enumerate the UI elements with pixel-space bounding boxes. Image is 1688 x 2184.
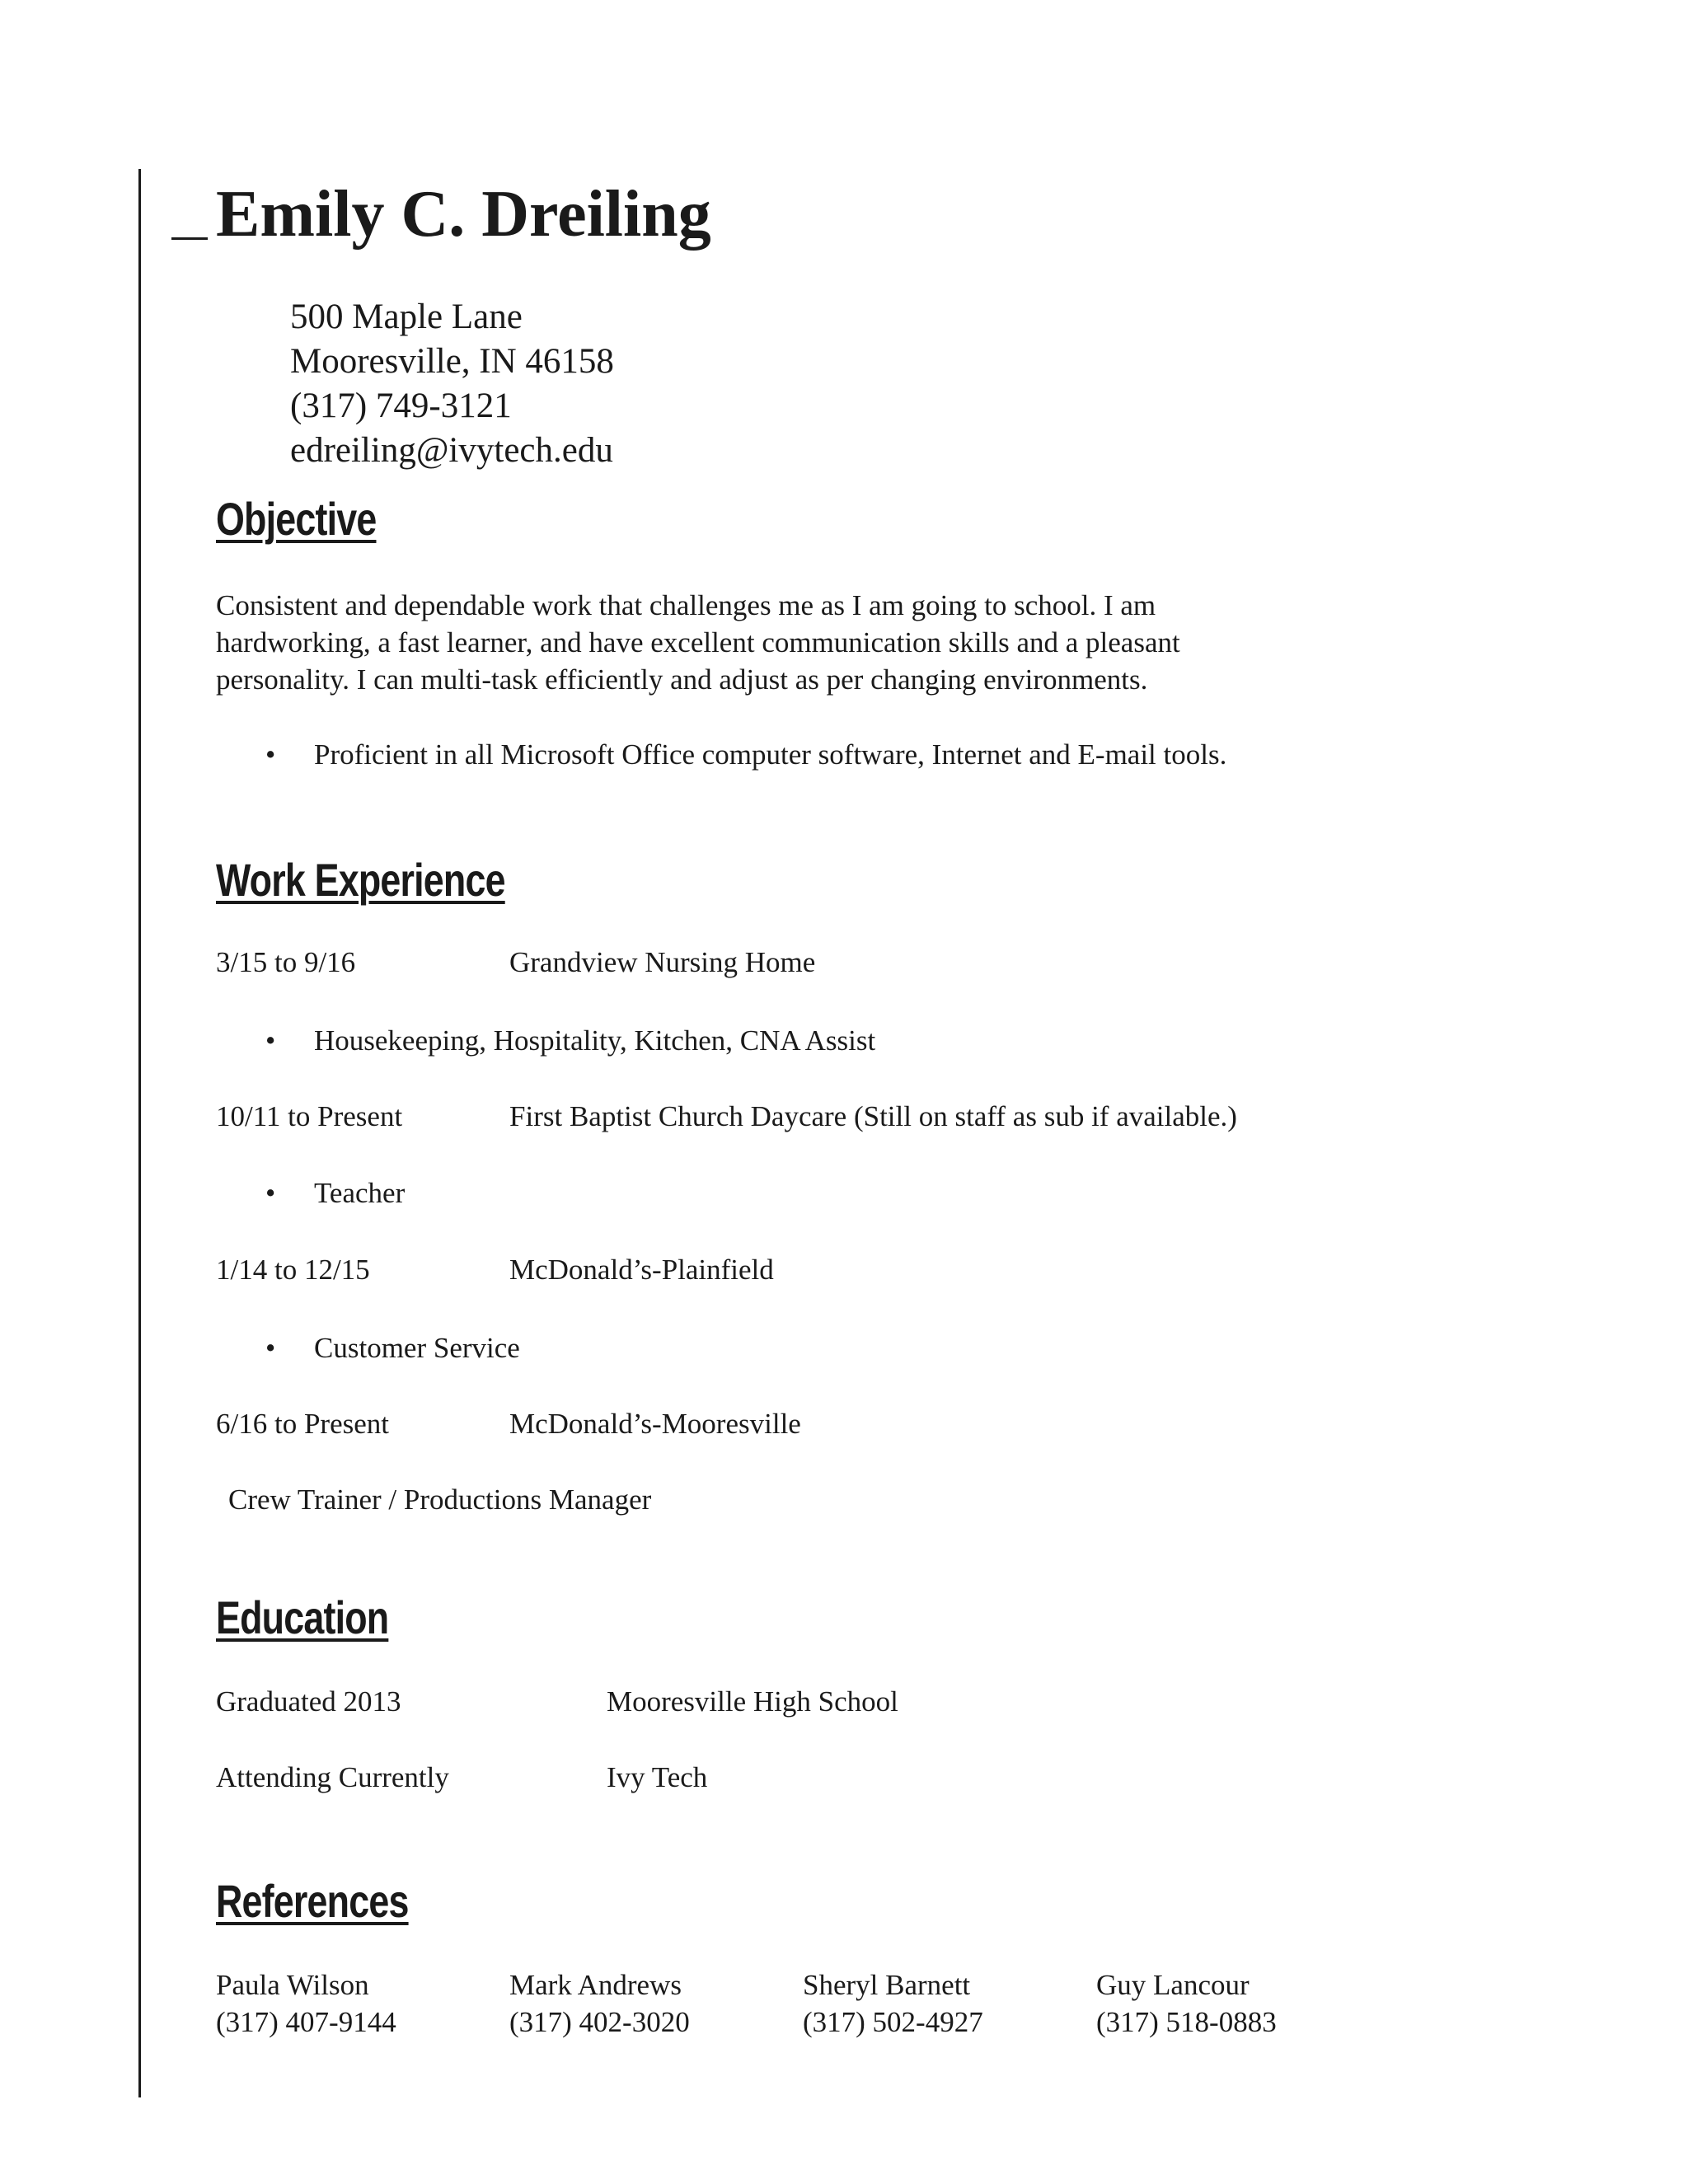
job-employer: McDonald’s-Plainfield bbox=[509, 1254, 774, 1286]
references-heading: References bbox=[216, 1875, 409, 1927]
job-employer: Grandview Nursing Home bbox=[509, 946, 816, 978]
job-role: Crew Trainer / Productions Manager bbox=[228, 1483, 652, 1516]
job-dates: 3/15 to 9/16 bbox=[216, 946, 356, 978]
education-school: Ivy Tech bbox=[607, 1761, 708, 1793]
skills-bullet: Proficient in all Microsoft Office computer software, Internet and E-mail tools. bbox=[314, 738, 1227, 771]
name-underscore-mark bbox=[171, 237, 208, 240]
job-duty: Customer Service bbox=[314, 1332, 520, 1364]
phone-number: (317) 749-3121 bbox=[290, 387, 512, 425]
education-status: Graduated 2013 bbox=[216, 1685, 401, 1718]
resume-name: Emily C. Dreiling bbox=[216, 178, 711, 251]
job-duty: Teacher bbox=[314, 1177, 406, 1209]
email-address: edreiling@ivytech.edu bbox=[290, 431, 613, 470]
job-employer: McDonald’s-Mooresville bbox=[509, 1408, 801, 1440]
address-line-1: 500 Maple Lane bbox=[290, 298, 523, 336]
bullet-icon: • bbox=[265, 738, 276, 771]
objective-line-2: hardworking, a fast learner, and have excellent communication skills and a pleasant bbox=[216, 626, 1180, 658]
objective-line-1: Consistent and dependable work that challenges me as I am going to school. I am bbox=[216, 589, 1156, 621]
reference-phone: (317) 502-4927 bbox=[803, 2006, 983, 2038]
reference-name: Guy Lancour bbox=[1096, 1969, 1250, 2001]
objective-line-3: personality. I can multi-task efficiently and adjust as per changing environments. bbox=[216, 663, 1148, 696]
reference-name: Mark Andrews bbox=[509, 1969, 682, 2001]
address-line-2: Mooresville, IN 46158 bbox=[290, 342, 614, 381]
education-school: Mooresville High School bbox=[607, 1685, 898, 1718]
left-margin-rule bbox=[138, 169, 141, 2097]
job-dates: 6/16 to Present bbox=[216, 1408, 389, 1440]
reference-name: Sheryl Barnett bbox=[803, 1969, 971, 2001]
bullet-icon: • bbox=[265, 1177, 276, 1209]
education-status: Attending Currently bbox=[216, 1761, 449, 1793]
education-heading: Education bbox=[216, 1591, 389, 1643]
job-duty: Housekeeping, Hospitality, Kitchen, CNA Assist bbox=[314, 1024, 876, 1057]
job-dates: 1/14 to 12/15 bbox=[216, 1254, 370, 1286]
reference-phone: (317) 402-3020 bbox=[509, 2006, 690, 2038]
work-experience-heading: Work Experience bbox=[216, 854, 505, 906]
reference-phone: (317) 518-0883 bbox=[1096, 2006, 1277, 2038]
reference-name: Paula Wilson bbox=[216, 1969, 369, 2001]
job-employer: First Baptist Church Daycare (Still on staff as sub if available.) bbox=[509, 1100, 1237, 1132]
job-dates: 10/11 to Present bbox=[216, 1100, 403, 1132]
objective-heading: Objective bbox=[216, 493, 377, 545]
bullet-icon: • bbox=[265, 1332, 276, 1364]
bullet-icon: • bbox=[265, 1024, 276, 1057]
reference-phone: (317) 407-9144 bbox=[216, 2006, 396, 2038]
